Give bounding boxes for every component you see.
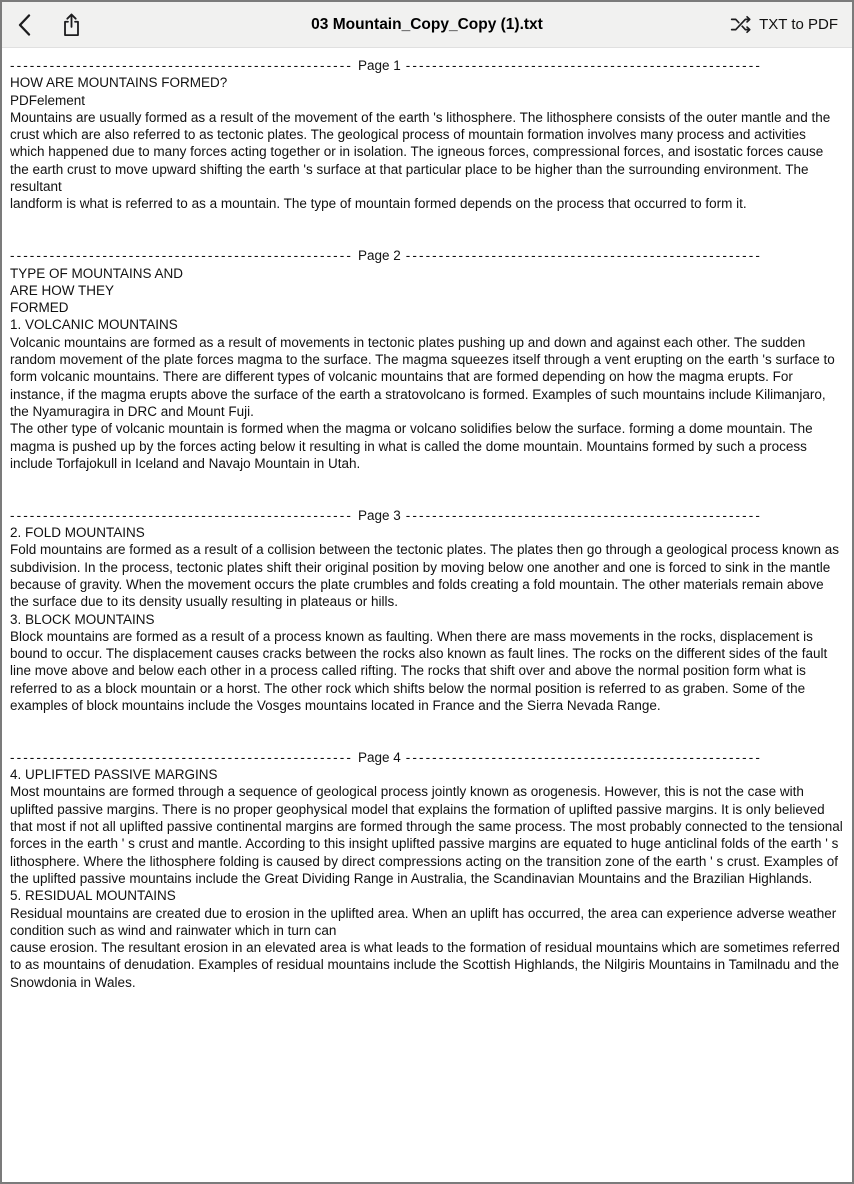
separator-dashes-right: ------------------------------------------------------	[405, 248, 762, 264]
text-line: Block mountains are formed as a result of a process known as faulting. When there are mass movements in the rocks, displacement is bound to occur. The displacement causes cracks between the rocks also known as fault lines. The rocks on the different sides of the fault line move above and below each other in a process called rifting. The rocks that shift over and above the normal position form what is referred to as a block mountain or a horst. The other rock which shifts below the normal position is referred to as graben. Some of the examples of block mountains include the Vosges mountains located in France and the Sierra Nevada Range.	[10, 628, 831, 713]
text-line: Mountains are usually formed as a result of the movement of the earth 's lithosphere. The lithosphere consists of the outer mantle and the crust which are also referred to as tectonic plates. The geological process of mountain formation involves many process and activities which happened due to many forces acting together or in isolation. The igneous forces, compressional forces, and isostatic forces cause the earth crust to move upward shifting the earth 's surface at that particular place to be higher than the surrounding environment. The resultant	[10, 109, 835, 195]
txt-to-pdf-label: TXT to PDF	[759, 16, 838, 33]
text-line: 4. UPLIFTED PASSIVE MARGINS	[10, 767, 218, 783]
text-line: Volcanic mountains are formed as a result of movements in tectonic plates pushing up and down and against each other. The sudden random movement of the plate forces magma to the surface. The magma squeezes itself through a vent erupting on the earth 's surface to form volcanic mountains. There are different types of volcanic mountains that are formed depending on how the magma erupts. For instance, if the magma erupts above the surface of the earth a stratovolcano is formed. Examples of such mountains include Kilimanjaro, the Nyamuragira in DRC and Mount Fuji.	[10, 334, 839, 419]
page-section-4	[10, 749, 847, 991]
page-separator	[10, 749, 844, 766]
text-line: 5. RESIDUAL MOUNTAINS	[10, 888, 176, 904]
back-button[interactable]	[16, 12, 33, 38]
text-line: Most mountains are formed through a sequence of geological process jointly known as orogenesis. However, this is not the case with uplifted passive margins. There is no proper geophysical model that explains the formation of uplifted passive margins. It is only believed that most if not all uplifted passive continental margins are formed through the same process. The most probably connected to the tensional forces in the earth ' s crust and mantle. According to this insight uplifted passive margins are equated to huge anticlinal folds of the earth ' s lithosphere. Where the lithosphere folding is caused by direct compressions acting on the transition zone of the earth ' s crust. Examples of the uplifted passive mountains include the Great Dividing Range in Australia, the Scandinavian Mountains and the Brazilian Highlands.	[10, 784, 847, 886]
document-content[interactable]	[2, 48, 852, 991]
text-line: 2. FOLD MOUNTAINS	[10, 525, 145, 541]
page-section-2	[10, 247, 844, 472]
page-section-3	[10, 507, 844, 715]
text-line: TYPE OF MOUNTAINS AND	[10, 265, 184, 281]
txt-to-pdf-button[interactable]	[730, 13, 838, 36]
separator-dashes-left: ----------------------------------------------------	[10, 58, 353, 73]
text-line: The other type of volcanic mountain is formed when the magma or volcano solidifies below the surface. forming a dome mountain. The magma is pushed up by the forces acting below it resulting in what is called the dome mountain. Mountains formed by such a process include Torfajokull in Iceland and Navajo Mountain in Utah.	[10, 421, 817, 471]
text-line: HOW ARE MOUNTAINS FORMED?	[10, 75, 228, 91]
nav-left-group	[16, 10, 84, 40]
text-line: ARE HOW THEY	[10, 282, 115, 298]
page-separator	[10, 247, 844, 264]
separator-dashes-left: ----------------------------------------------------	[10, 507, 353, 523]
page-label: Page 4	[357, 749, 401, 765]
document-title: 03 Mountain_Copy_Copy (1).txt	[311, 15, 543, 33]
separator-dashes-right: ------------------------------------------------------	[405, 507, 762, 523]
separator-dashes-right: ------------------------------------------------------	[405, 58, 762, 73]
text-line: Fold mountains are formed as a result of a collision between the tectonic plates. The plates then go through a geological process known as subdivision. In the process, tectonic plates shift their original position by moving below one another and one is forced to sink in the mantle because of gravity. When the movement occurs the plate crumbles and folds creating a fold mountain. The other materials remain above the surface due to its density usually resulting in plateaus or hills.	[10, 542, 843, 610]
page-separator	[10, 57, 844, 74]
text-line: landform is what is referred to as a mountain. The type of mountain formed depends on the process that occurred to form it.	[10, 196, 747, 212]
page-label: Page 3	[357, 507, 401, 523]
text-line: FORMED	[10, 300, 69, 316]
page-separator	[10, 507, 844, 524]
share-icon	[61, 12, 82, 38]
text-line: PDFelement	[10, 92, 86, 108]
text-line: Residual mountains are created due to erosion in the uplifted area. When an uplift has occurred, the area can experience adverse weather condition such as wind and rainwater which in turn can	[10, 905, 841, 938]
text-line: 3. BLOCK MOUNTAINS	[10, 611, 155, 627]
chevron-left-icon	[18, 14, 31, 36]
text-line: 1. VOLCANIC MOUNTAINS	[10, 317, 178, 333]
navigation-bar	[2, 2, 852, 48]
separator-dashes-left: ----------------------------------------------------	[10, 749, 353, 765]
text-line: cause erosion. The resultant erosion in an elevated area is what leads to the formation of residual mountains which are sometimes referred to as mountains of denudation. Examples of residual mountains include the Scottish Highlands, the Nilgiris Mountains in Tamilnadu and the Snowdonia in Wales.	[10, 940, 844, 990]
page-section-1	[10, 57, 844, 213]
share-button[interactable]	[59, 10, 84, 40]
separator-dashes-left: ----------------------------------------------------	[10, 248, 353, 264]
shuffle-icon	[730, 15, 752, 34]
page-label: Page 1	[357, 58, 401, 73]
page-label: Page 2	[357, 248, 401, 264]
separator-dashes-right: ------------------------------------------------------	[405, 749, 762, 765]
